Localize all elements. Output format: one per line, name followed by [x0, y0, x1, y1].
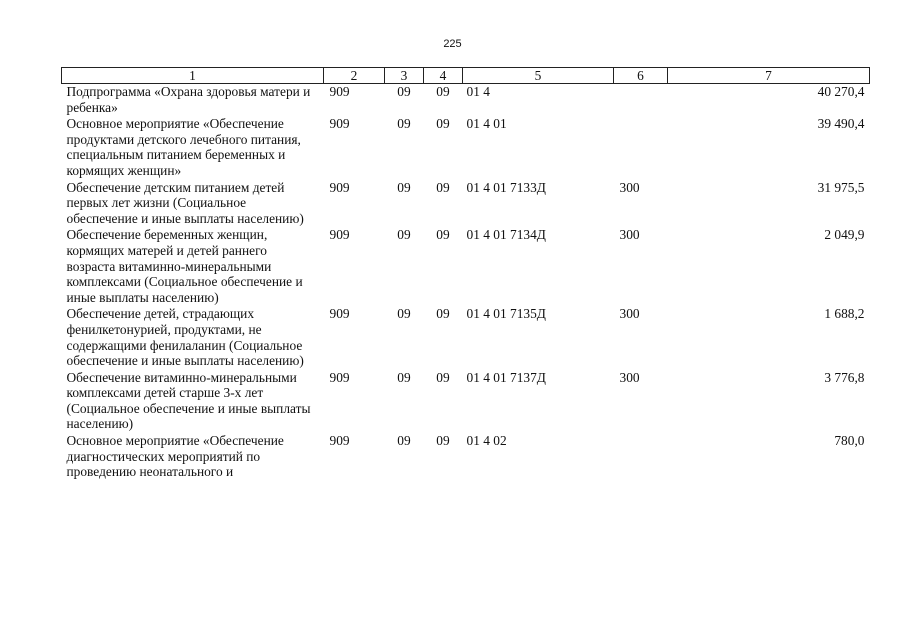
header-cell-rz: 3: [385, 68, 424, 84]
row-glava: 909: [329, 227, 350, 243]
row-name: Обеспечение детским питанием детей первых лет жизни (Социальное обеспечение и иные выплаты населению): [66, 179, 304, 226]
row-glava: 909: [329, 84, 350, 99]
row-rz: 09: [397, 116, 411, 132]
row-sum: 1 688,2: [824, 306, 865, 322]
row-name: Подпрограмма «Охрана здоровья матери и ребенка»: [66, 84, 311, 115]
table-header: [62, 68, 870, 84]
row-vr: [614, 433, 668, 481]
row-vr: 300: [619, 369, 640, 385]
row-name: Основное мероприятие «Обеспечение диагностических мероприятий по проведению неонатального и: [66, 433, 284, 480]
table-row: [62, 227, 870, 306]
row-rz: 09: [397, 369, 411, 385]
budget-table: [61, 67, 870, 481]
header-cell-vr: 6: [614, 68, 668, 84]
header-cell-glava: 2: [324, 68, 385, 84]
row-name: Основное мероприятие «Обеспечение продуктами детского лечебного питания, специальным питанием беременных и кормящих женщин»: [66, 116, 301, 178]
row-pr: 09: [436, 227, 450, 243]
table-body: [62, 84, 870, 481]
row-csr: 01 4 01 7137Д: [466, 369, 546, 385]
row-glava: 909: [329, 116, 350, 132]
table-row: [62, 116, 870, 179]
row-rz: 09: [397, 433, 411, 449]
row-rz: 09: [397, 306, 411, 322]
table-row: [62, 370, 870, 433]
table-row: [62, 84, 870, 117]
row-glava: 909: [329, 179, 350, 195]
row-vr: [614, 116, 668, 179]
row-rz: 09: [397, 227, 411, 243]
row-rz: 09: [397, 179, 411, 195]
row-pr: 09: [436, 179, 450, 195]
row-vr: [614, 84, 668, 117]
table-row: [62, 433, 870, 481]
row-pr: 09: [436, 306, 450, 322]
header-cell-csr: 5: [463, 68, 614, 84]
row-csr: 01 4 01 7135Д: [466, 306, 546, 322]
row-sum: 31 975,5: [817, 179, 865, 195]
row-sum: 39 490,4: [817, 116, 865, 132]
row-csr: 01 4 01 7134Д: [466, 227, 546, 243]
table-row: [62, 306, 870, 369]
page-number: 225: [443, 38, 462, 50]
row-glava: 909: [329, 369, 350, 385]
row-pr: 09: [436, 116, 450, 132]
row-pr: 09: [436, 84, 450, 99]
row-pr: 09: [436, 433, 450, 449]
row-vr: 300: [619, 306, 640, 322]
header-row: [62, 68, 870, 84]
row-glava: 909: [329, 306, 350, 322]
row-vr: 300: [619, 179, 640, 195]
row-csr: 01 4 01: [466, 116, 507, 132]
row-pr: 09: [436, 369, 450, 385]
row-glava: 909: [329, 433, 350, 449]
header-cell-name: 1: [62, 68, 324, 84]
row-sum: 780,0: [834, 433, 865, 449]
row-rz: 09: [397, 84, 411, 99]
row-name: Обеспечение беременных женщин, кормящих матерей и детей раннего возраста витаминно-минеральными комплексами (Социальное обеспечение и иные выплаты населению): [66, 227, 303, 305]
row-csr: 01 4: [466, 84, 490, 99]
row-name: Обеспечение детей, страдающих фенилкетонурией, продуктами, не содержащими фенилаланин (Социальное обеспечение и иные выплаты населению): [66, 306, 304, 369]
row-sum: 40 270,4: [817, 84, 865, 99]
table-row: [62, 180, 870, 228]
row-sum: 3 776,8: [824, 369, 865, 385]
header-cell-pr: 4: [424, 68, 463, 84]
row-vr: 300: [619, 227, 640, 243]
row-csr: 01 4 02: [466, 433, 507, 449]
row-csr: 01 4 01 7133Д: [466, 179, 546, 195]
header-cell-sum: 7: [668, 68, 870, 84]
row-name: Обеспечение витаминно-минеральными комплексами детей старше 3-х лет (Социальное обеспечение и иные выплаты населению): [66, 369, 311, 432]
row-sum: 2 049,9: [824, 227, 865, 243]
